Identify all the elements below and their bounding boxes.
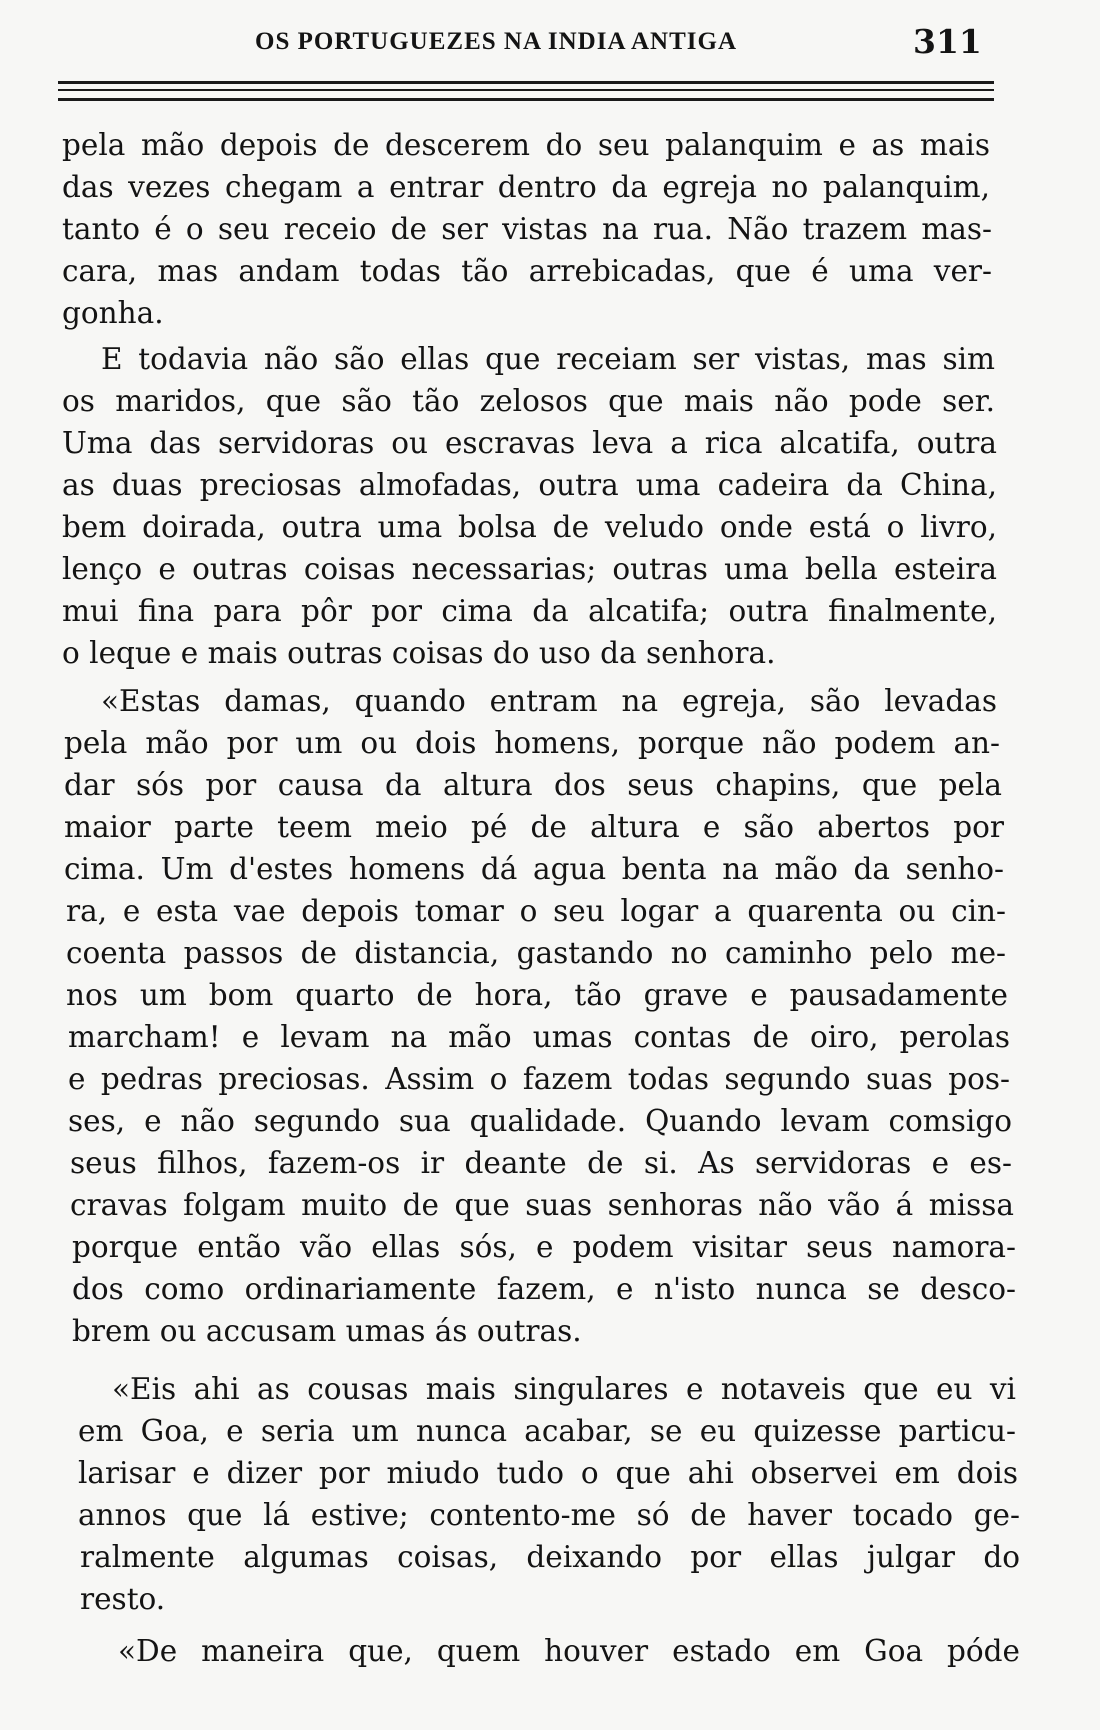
text-line: e pedras preciosas. Assim o fazem todas segundo suas pos-: [68, 1062, 1010, 1096]
text-line: bem doirada, outra uma bolsa de veludo onde está o livro,: [62, 510, 997, 544]
text-line: «Estas damas, quando entram na egreja, são levadas: [101, 684, 997, 718]
text-line: dos como ordinariamente fazem, e n'isto nunca se desco-: [72, 1272, 1016, 1306]
text-line: tanto é o seu receio de ser vistas na rua. Não trazem mas-: [62, 212, 992, 246]
text-line: maior parte teem meio pé de altura e são abertos por: [64, 810, 1004, 844]
text-line: os maridos, que são tão zelosos que mais não pode ser.: [62, 384, 995, 418]
text-line: pela mão depois de descerem do seu palanquim e as mais: [62, 128, 990, 162]
text-line: o leque e mais outras coisas do uso da senhora.: [62, 636, 776, 670]
text-line: cravas folgam muito de que suas senhoras não vão á missa: [70, 1188, 1014, 1222]
text-line: seus filhos, fazem-os ir deante de si. As servidoras e es-: [70, 1146, 1012, 1180]
text-line: cara, mas andam todas tão arrebicadas, que é uma ver-: [62, 254, 992, 288]
text-line: «De maneira que, quem houver estado em Goa póde: [118, 1634, 1020, 1668]
running-head-title: OS PORTUGUEZES NA INDIA ANTIGA: [255, 28, 738, 55]
text-line: mui fina para pôr por cima da alcatifa; outra finalmente,: [62, 594, 997, 628]
text-line: as duas preciosas almofadas, outra uma cadeira da China,: [62, 468, 997, 502]
text-line: E todavia não são ellas que receiam ser vistas, mas sim: [101, 342, 995, 376]
text-line: resto.: [80, 1582, 166, 1616]
text-line: dar sós por causa da altura dos seus chapins, que pela: [64, 768, 1002, 802]
text-line: lenço e outras coisas necessarias; outras uma bella esteira: [62, 552, 997, 586]
text-line: coenta passos de distancia, gastando no caminho pelo me-: [66, 936, 1006, 970]
text-line: cima. Um d'estes homens dá agua benta na mão da senho-: [64, 852, 1004, 886]
text-line: ses, e não segundo sua qualidade. Quando levam comsigo: [68, 1104, 1012, 1138]
text-line: «Eis ahi as cousas mais singulares e notaveis que eu vi: [112, 1372, 1016, 1406]
text-line: porque então vão ellas sós, e podem visitar seus namora-: [72, 1230, 1016, 1264]
text-line: nos um bom quarto de hora, tão grave e pausadamente: [66, 978, 1008, 1012]
text-line: marcham! e levam na mão umas contas de oiro, perolas: [68, 1020, 1010, 1054]
text-line: em Goa, e seria um nunca acabar, se eu quizesse particu-: [78, 1414, 1016, 1448]
text-line: brem ou accusam umas ás outras.: [72, 1314, 582, 1348]
text-line: das vezes chegam a entrar dentro da egreja no palanquim,: [62, 170, 990, 204]
text-line: ralmente algumas coisas, deixando por ellas julgar do: [80, 1540, 1020, 1574]
text-line: annos que lá estive; contento-me só de haver tocado ge-: [78, 1498, 1020, 1532]
text-line: pela mão por um ou dois homens, porque não podem an-: [64, 726, 1000, 760]
page-number: 311: [913, 22, 982, 61]
text-line: Uma das servidoras ou escravas leva a rica alcatifa, outra: [62, 426, 997, 460]
text-line: ra, e esta vae depois tomar o seu logar a quarenta ou cin-: [66, 894, 1006, 928]
text-line: larisar e dizer por miudo tudo o que ahi observei em dois: [78, 1456, 1018, 1490]
text-line: gonha.: [62, 296, 164, 330]
